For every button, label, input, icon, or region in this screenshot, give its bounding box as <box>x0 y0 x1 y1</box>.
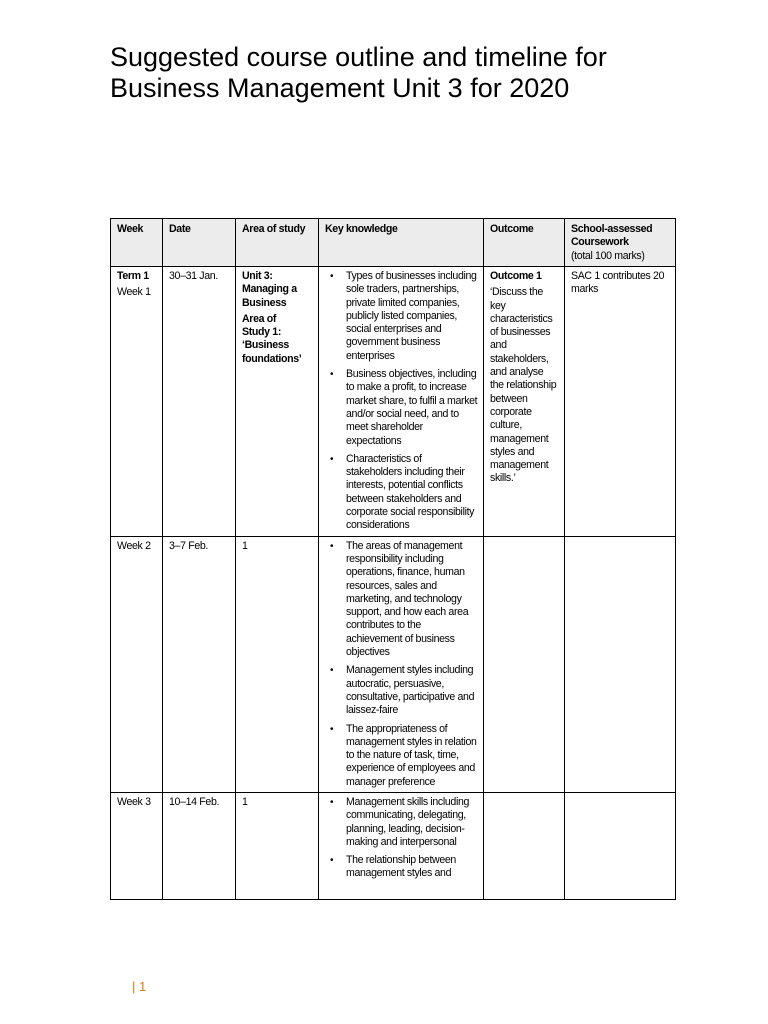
header-week: Week <box>111 219 163 267</box>
header-sac-label: School-assessed Coursework <box>571 223 653 249</box>
key-knowledge-list <box>325 540 478 789</box>
sac-cell <box>565 792 676 899</box>
key-knowledge-item: • Management styles including autocratic, persuasive, consultative, participative and laissez-faire <box>346 664 478 717</box>
date-cell: 10–14 Feb. <box>163 792 236 899</box>
page-title-line-2: Business Management Unit 3 for 2020 <box>110 73 570 103</box>
area-of-study-cell: 1 <box>236 536 319 792</box>
key-knowledge-list <box>325 270 478 533</box>
area-line: Unit 3: <box>242 270 273 282</box>
header-date: Date <box>163 219 236 267</box>
key-knowledge-item: • The appropriateness of management styles in relation to the nature of task, time, experience of employees and manager preference <box>346 723 478 789</box>
table-row <box>111 267 676 537</box>
outcome-cell <box>484 536 565 792</box>
header-outcome: Outcome <box>484 219 565 267</box>
date-cell: 30–31 Jan. <box>163 267 236 537</box>
sac-cell: SAC 1 contributes 20 marks <box>565 267 676 537</box>
sac-cell <box>565 536 676 792</box>
course-outline-table <box>110 218 676 900</box>
page-title <box>110 42 670 104</box>
key-knowledge-cell <box>319 792 484 899</box>
key-knowledge-item: • The relationship between management styles and <box>346 854 478 881</box>
week-cell: Week 3 <box>111 792 163 899</box>
key-knowledge-cell <box>319 536 484 792</box>
key-knowledge-cell <box>319 267 484 537</box>
area-line: foundations’ <box>242 352 302 365</box>
header-key-knowledge: Key knowledge <box>319 219 484 267</box>
key-knowledge-item: • The areas of management responsibility including operations, finance, human resources, sales and marketing, and technology support, and how each area contributes to the achievement of business objectives <box>346 540 478 660</box>
area-line: ‘Business <box>242 339 289 352</box>
area-line: Area of <box>242 312 277 325</box>
table-row <box>111 536 676 792</box>
week-cell: Week 2 <box>111 536 163 792</box>
table-header-row <box>111 219 676 267</box>
page-title-line-1: Suggested course outline and timeline for <box>110 42 607 72</box>
header-area-of-study: Area of study <box>236 219 319 267</box>
key-knowledge-item: • Characteristics of stakeholders including their interests, potential conflicts between stakeholders and corporate social responsibility considerations <box>346 453 478 533</box>
table-row <box>111 792 676 899</box>
key-knowledge-list <box>325 796 478 881</box>
key-knowledge-item: • Business objectives, including to make a profit, to increase market share, to fulfil a market and/or social need, and to meet shareholder expectations <box>346 368 478 448</box>
key-knowledge-item: • Types of businesses including sole traders, partnerships, private limited companies, publicly listed companies, social enterprises and government business enterprises <box>346 270 478 363</box>
header-school-assessed-coursework <box>565 219 676 267</box>
outcome-text: ‘Discuss the key characteristics of businesses and stakeholders, and analyse the relationship between corporate culture, management styles and management skills.’ <box>490 286 557 485</box>
outcome-cell <box>484 267 565 537</box>
outcome-cell <box>484 792 565 899</box>
area-of-study-cell <box>236 267 319 537</box>
outcome-title: Outcome 1 <box>490 270 542 282</box>
term-label: Term 1 <box>117 270 149 282</box>
area-line: Study 1: <box>242 326 281 339</box>
key-knowledge-item: • Management skills including communicating, delegating, planning, leading, decision-making and interpersonal <box>346 796 478 849</box>
date-cell: 3–7 Feb. <box>163 536 236 792</box>
area-line: Managing a <box>242 283 297 296</box>
area-line: Business <box>242 296 287 309</box>
page-number: | 1 <box>132 979 147 994</box>
key-knowledge-clip <box>325 796 478 896</box>
header-sac-subtitle: (total 100 marks) <box>571 249 645 262</box>
week-label: Week 1 <box>117 286 151 299</box>
week-cell <box>111 267 163 537</box>
area-of-study-cell: 1 <box>236 792 319 899</box>
